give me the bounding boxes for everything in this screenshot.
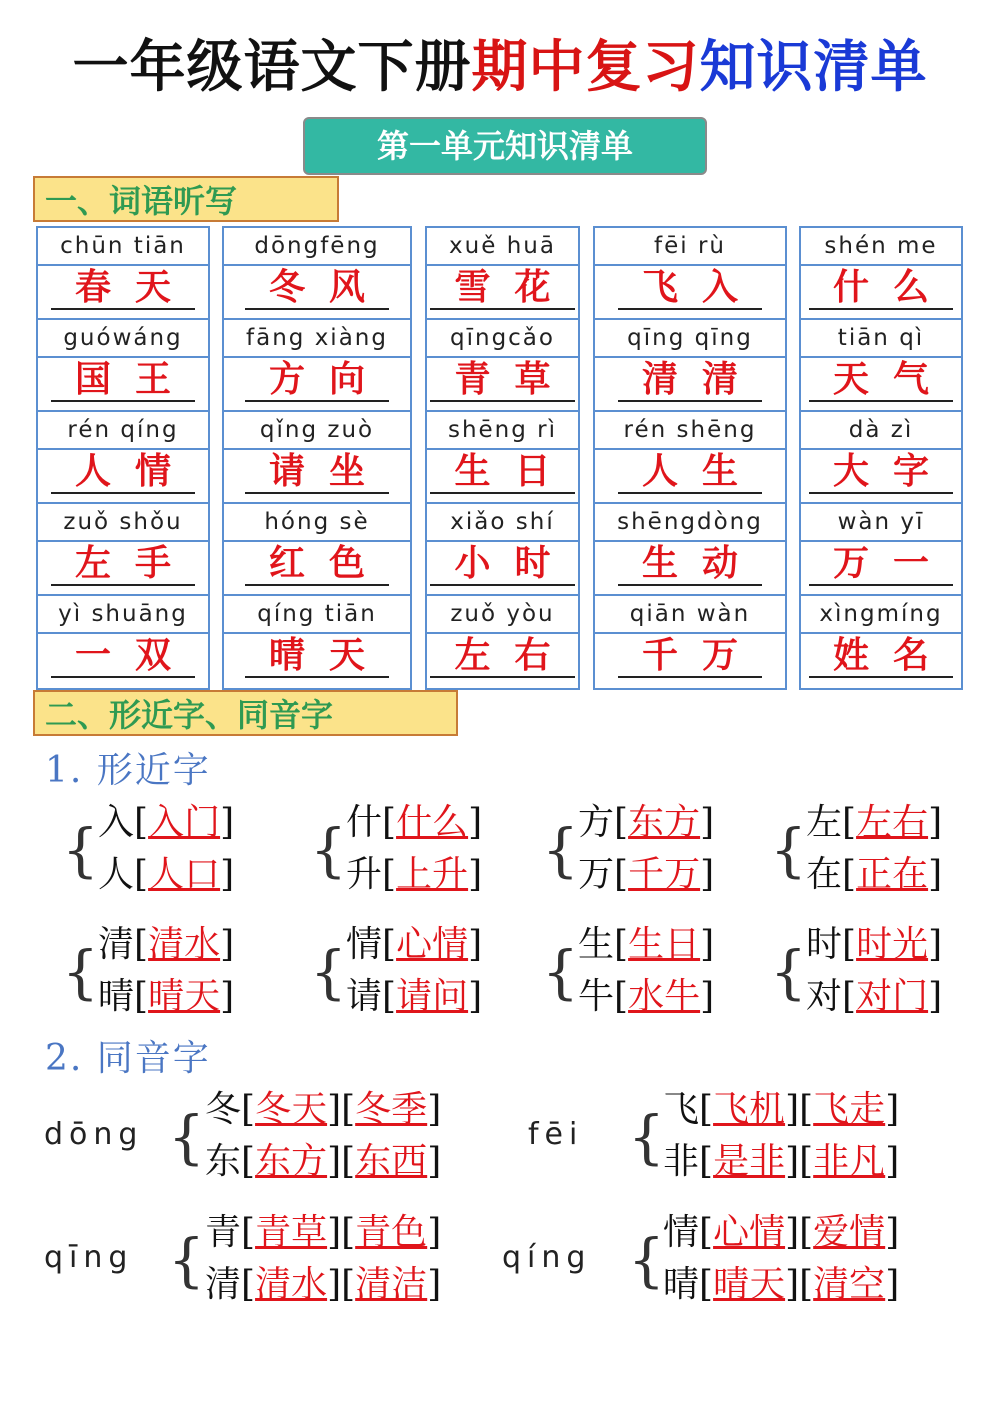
bracket-close: ]	[700, 976, 715, 1017]
word-cell	[427, 542, 578, 596]
bracket-open: [	[134, 802, 149, 843]
word-text: 雪花	[430, 266, 574, 310]
example-word: 左右	[856, 802, 929, 843]
homophone-entry	[663, 1260, 899, 1310]
bracket-open: [	[241, 1089, 256, 1130]
bracket-open: [	[842, 802, 857, 843]
pinyin-cell: qǐng zuò	[224, 412, 410, 450]
char: 对	[806, 976, 843, 1017]
section-heading-dictation: 一、词语听写	[33, 176, 339, 222]
bracket-open: [	[134, 976, 149, 1017]
bracket-close: ]	[427, 1212, 442, 1253]
bracket-open: [	[241, 1212, 256, 1253]
similar-char-entry	[578, 798, 714, 848]
word-cell	[801, 266, 961, 320]
char: 万	[578, 854, 615, 895]
word-cell	[224, 450, 410, 504]
bracket-open: [	[699, 1141, 714, 1182]
similar-char-entry	[578, 972, 714, 1022]
pinyin-cell: fēi rù	[595, 228, 785, 266]
word-text: 万一	[809, 542, 953, 586]
page-title	[0, 28, 1000, 108]
word-cell	[38, 450, 208, 504]
bracket-close: ]	[928, 854, 943, 895]
word-cell	[224, 634, 410, 688]
pinyin-cell: hóng sè	[224, 504, 410, 542]
example-word: 冬天	[255, 1089, 328, 1130]
bracket-open: [	[842, 976, 857, 1017]
bracket-open: [	[842, 924, 857, 965]
pinyin-cell: zuǒ yòu	[427, 596, 578, 634]
pinyin-cell: shēng rì	[427, 412, 578, 450]
char: 什	[346, 802, 383, 843]
pinyin-cell: tiān qì	[801, 320, 961, 358]
pinyin-cell: shēngdòng	[595, 504, 785, 542]
homophone-pinyin: qíng	[502, 1240, 592, 1275]
char: 情	[346, 924, 383, 965]
bracket-open: [	[341, 1212, 356, 1253]
word-cell	[801, 542, 961, 596]
char: 青	[205, 1212, 242, 1253]
brace-icon: {	[542, 938, 579, 1006]
bracket-close: ]	[885, 1264, 900, 1305]
example-word: 清空	[813, 1264, 886, 1305]
word-text: 生日	[430, 450, 574, 494]
example-word: 入门	[148, 802, 221, 843]
example-word: 是非	[713, 1141, 786, 1182]
example-word: 对门	[856, 976, 929, 1017]
example-word: 青色	[355, 1212, 428, 1253]
bracket-open: [	[341, 1089, 356, 1130]
bracket-close: ]	[468, 802, 483, 843]
word-column	[425, 226, 580, 690]
brace-icon: {	[310, 938, 347, 1006]
char: 冬	[205, 1089, 242, 1130]
pinyin-cell: dà zì	[801, 412, 961, 450]
word-text: 人情	[51, 450, 195, 494]
char: 左	[806, 802, 843, 843]
example-word: 清水	[255, 1264, 328, 1305]
word-text: 国王	[51, 358, 195, 402]
word-text: 小时	[430, 542, 574, 586]
example-word: 上升	[396, 854, 469, 895]
pinyin-cell: xiǎo shí	[427, 504, 578, 542]
bracket-open: [	[134, 924, 149, 965]
char: 清	[205, 1264, 242, 1305]
bracket-close: ]	[468, 924, 483, 965]
subheading-homophones: 2. 同音字	[45, 1038, 211, 1079]
bracket-close: ]	[785, 1264, 800, 1305]
word-text: 天气	[809, 358, 953, 402]
title-part-1: 一年级语文下册	[72, 35, 472, 100]
bracket-open: [	[382, 924, 397, 965]
pinyin-cell: qiān wàn	[595, 596, 785, 634]
pinyin-cell: xuě huā	[427, 228, 578, 266]
example-word: 时光	[856, 924, 929, 965]
homophone-entry	[663, 1208, 899, 1258]
bracket-close: ]	[327, 1089, 342, 1130]
example-word: 飞走	[813, 1089, 886, 1130]
brace-icon: {	[628, 1103, 665, 1171]
pinyin-cell: dōngfēng	[224, 228, 410, 266]
bracket-close: ]	[928, 976, 943, 1017]
bracket-close: ]	[785, 1141, 800, 1182]
char: 清	[98, 924, 135, 965]
example-word: 清洁	[355, 1264, 428, 1305]
word-cell	[595, 358, 785, 412]
bracket-close: ]	[468, 854, 483, 895]
homophone-pinyin: fēi	[528, 1117, 584, 1152]
word-cell	[224, 358, 410, 412]
similar-char-entry	[578, 850, 714, 900]
similar-char-entry	[806, 972, 942, 1022]
pinyin-cell: fāng xiàng	[224, 320, 410, 358]
word-text: 方向	[245, 358, 389, 402]
word-text: 大字	[809, 450, 953, 494]
example-word: 清水	[148, 924, 221, 965]
char: 情	[663, 1212, 700, 1253]
word-text: 飞入	[618, 266, 762, 310]
example-word: 千万	[628, 854, 701, 895]
char: 飞	[663, 1089, 700, 1130]
brace-icon: {	[628, 1226, 665, 1294]
brace-icon: {	[770, 938, 807, 1006]
similar-char-entry	[806, 920, 942, 970]
example-word: 青草	[255, 1212, 328, 1253]
word-text: 生动	[618, 542, 762, 586]
example-word: 飞机	[713, 1089, 786, 1130]
example-word: 冬季	[355, 1089, 428, 1130]
brace-icon: {	[542, 816, 579, 884]
homophone-entry	[663, 1085, 899, 1135]
char: 晴	[663, 1264, 700, 1305]
word-cell	[38, 542, 208, 596]
bracket-open: [	[614, 924, 629, 965]
word-cell	[595, 634, 785, 688]
word-cell	[427, 358, 578, 412]
bracket-open: [	[799, 1264, 814, 1305]
pinyin-cell: wàn yī	[801, 504, 961, 542]
bracket-open: [	[842, 854, 857, 895]
word-column	[222, 226, 412, 690]
example-word: 生日	[628, 924, 701, 965]
bracket-close: ]	[427, 1141, 442, 1182]
example-word: 人口	[148, 854, 221, 895]
example-word: 晴天	[713, 1264, 786, 1305]
bracket-close: ]	[220, 924, 235, 965]
bracket-open: [	[241, 1264, 256, 1305]
example-word: 晴天	[148, 976, 221, 1017]
pinyin-cell: yì shuāng	[38, 596, 208, 634]
bracket-close: ]	[928, 802, 943, 843]
example-word: 东方	[255, 1141, 328, 1182]
pinyin-cell: shén me	[801, 228, 961, 266]
word-cell	[38, 634, 208, 688]
brace-icon: {	[770, 816, 807, 884]
word-text: 清清	[618, 358, 762, 402]
similar-char-entry	[98, 798, 234, 848]
word-cell	[801, 634, 961, 688]
pinyin-cell: chūn tiān	[38, 228, 208, 266]
bracket-close: ]	[885, 1089, 900, 1130]
similar-char-entry	[346, 798, 482, 848]
homophone-entry	[205, 1260, 441, 1310]
char: 非	[663, 1141, 700, 1182]
bracket-close: ]	[700, 854, 715, 895]
char: 人	[98, 854, 135, 895]
section-heading-similar-homophone: 二、形近字、同音字	[33, 690, 458, 736]
bracket-close: ]	[885, 1141, 900, 1182]
bracket-close: ]	[785, 1089, 800, 1130]
word-text: 晴天	[245, 634, 389, 678]
similar-char-entry	[578, 920, 714, 970]
char: 时	[806, 924, 843, 965]
example-word: 非凡	[813, 1141, 886, 1182]
char: 升	[346, 854, 383, 895]
bracket-close: ]	[327, 1212, 342, 1253]
similar-char-entry	[806, 850, 942, 900]
pinyin-cell: xìngmíng	[801, 596, 961, 634]
homophone-entry	[205, 1208, 441, 1258]
word-text: 一双	[51, 634, 195, 678]
bracket-close: ]	[327, 1264, 342, 1305]
example-word: 东方	[628, 802, 701, 843]
unit-badge: 第一单元知识清单	[303, 117, 707, 175]
bracket-open: [	[799, 1089, 814, 1130]
example-word: 请问	[396, 976, 469, 1017]
word-cell	[595, 450, 785, 504]
bracket-close: ]	[700, 802, 715, 843]
brace-icon: {	[62, 938, 99, 1006]
word-text: 青草	[430, 358, 574, 402]
word-cell	[427, 266, 578, 320]
word-text: 姓名	[809, 634, 953, 678]
similar-char-entry	[346, 850, 482, 900]
example-word: 什么	[396, 802, 469, 843]
similar-char-entry	[346, 920, 482, 970]
word-text: 什么	[809, 266, 953, 310]
bracket-open: [	[341, 1141, 356, 1182]
pinyin-cell: zuǒ shǒu	[38, 504, 208, 542]
pinyin-cell: rén shēng	[595, 412, 785, 450]
word-cell	[224, 266, 410, 320]
word-cell	[427, 634, 578, 688]
bracket-open: [	[382, 802, 397, 843]
word-column	[36, 226, 210, 690]
bracket-close: ]	[785, 1212, 800, 1253]
char: 生	[578, 924, 615, 965]
char: 在	[806, 854, 843, 895]
bracket-close: ]	[427, 1264, 442, 1305]
char: 方	[578, 802, 615, 843]
homophone-entry	[663, 1137, 899, 1187]
bracket-close: ]	[700, 924, 715, 965]
bracket-open: [	[614, 854, 629, 895]
bracket-open: [	[341, 1264, 356, 1305]
bracket-open: [	[614, 802, 629, 843]
bracket-open: [	[699, 1212, 714, 1253]
bracket-open: [	[241, 1141, 256, 1182]
brace-icon: {	[310, 816, 347, 884]
brace-icon: {	[62, 816, 99, 884]
bracket-close: ]	[928, 924, 943, 965]
word-cell	[38, 358, 208, 412]
similar-char-entry	[98, 850, 234, 900]
bracket-open: [	[614, 976, 629, 1017]
subheading-similar-chars: 1. 形近字	[45, 750, 211, 791]
char: 牛	[578, 976, 615, 1017]
brace-icon: {	[168, 1103, 205, 1171]
brace-icon: {	[168, 1226, 205, 1294]
similar-char-entry	[346, 972, 482, 1022]
example-word: 心情	[396, 924, 469, 965]
bracket-open: [	[799, 1212, 814, 1253]
bracket-close: ]	[220, 854, 235, 895]
word-cell	[595, 266, 785, 320]
bracket-close: ]	[468, 976, 483, 1017]
title-part-2: 期中复习	[471, 35, 700, 100]
word-column	[799, 226, 963, 690]
example-word: 心情	[713, 1212, 786, 1253]
similar-char-entry	[98, 920, 234, 970]
word-text: 冬风	[245, 266, 389, 310]
pinyin-cell: rén qíng	[38, 412, 208, 450]
homophone-pinyin: qīng	[44, 1240, 134, 1275]
example-word: 正在	[856, 854, 929, 895]
char: 晴	[98, 976, 135, 1017]
pinyin-cell: qīng qīng	[595, 320, 785, 358]
bracket-close: ]	[327, 1141, 342, 1182]
homophone-entry	[205, 1085, 441, 1135]
word-cell	[224, 542, 410, 596]
bracket-open: [	[382, 976, 397, 1017]
word-text: 春天	[51, 266, 195, 310]
example-word: 东西	[355, 1141, 428, 1182]
word-cell	[38, 266, 208, 320]
word-text: 左手	[51, 542, 195, 586]
title-part-3: 知识清单	[699, 35, 928, 100]
bracket-open: [	[699, 1089, 714, 1130]
word-text: 左右	[430, 634, 574, 678]
word-text: 红色	[245, 542, 389, 586]
word-text: 千万	[618, 634, 762, 678]
bracket-open: [	[699, 1264, 714, 1305]
bracket-open: [	[799, 1141, 814, 1182]
char: 东	[205, 1141, 242, 1182]
word-text: 请坐	[245, 450, 389, 494]
word-column	[593, 226, 787, 690]
bracket-open: [	[134, 854, 149, 895]
char: 请	[346, 976, 383, 1017]
example-word: 水牛	[628, 976, 701, 1017]
bracket-close: ]	[220, 976, 235, 1017]
word-text: 人生	[618, 450, 762, 494]
example-word: 爱情	[813, 1212, 886, 1253]
char: 入	[98, 802, 135, 843]
word-cell	[801, 358, 961, 412]
word-cell	[427, 450, 578, 504]
bracket-open: [	[382, 854, 397, 895]
pinyin-cell: qīngcǎo	[427, 320, 578, 358]
bracket-close: ]	[427, 1089, 442, 1130]
bracket-close: ]	[220, 802, 235, 843]
homophone-entry	[205, 1137, 441, 1187]
pinyin-cell: guówáng	[38, 320, 208, 358]
bracket-close: ]	[885, 1212, 900, 1253]
similar-char-entry	[98, 972, 234, 1022]
similar-char-entry	[806, 798, 942, 848]
homophone-pinyin: dōng	[44, 1117, 144, 1152]
pinyin-cell: qíng tiān	[224, 596, 410, 634]
word-cell	[801, 450, 961, 504]
word-cell	[595, 542, 785, 596]
